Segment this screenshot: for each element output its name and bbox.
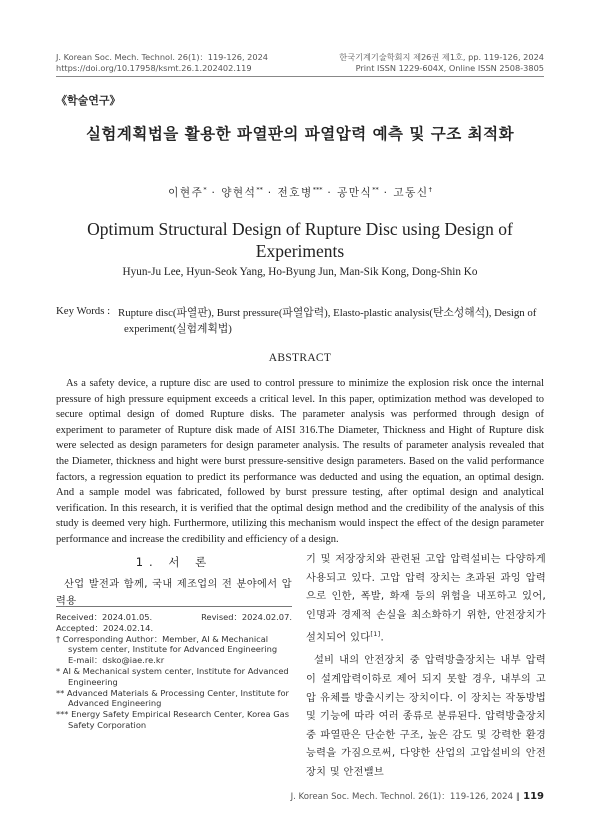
authors-english: Hyun-Ju Lee, Hyun-Seok Yang, Ho-Byung Jun, Man-Sik Kong, Dong-Shin Ko [122, 266, 478, 278]
header-divider [56, 76, 544, 77]
journal-citation-korean: 한국기계기술학회지 제26권 제1호, pp. 119-126, 2024 [339, 52, 544, 62]
keywords-label: Key Words : [56, 305, 111, 317]
body-paragraph: 설비 내의 안전장치 중 압력방출장치는 내부 압력이 설계압력이하로 제어 되지 못할 경우, 내부의 고압 유체를 방출시키는 장치이다. 이 장치는 작동방법 및 기능에 따라 여러 종류로 분류된다. 압력방출장치 중 파열판은 단순한 구조, 높은 감도 및 강력한 환경능력을 가짐으로써, 다양한 산업의 고압설비의 안전장치 및 안전밸브 [306, 655, 546, 778]
keywords-text: Rupture disc(파열판), Burst pressure(파열압력), Elasto-plastic analysis(탄소성해석), Design of experiment(실험계획법) [118, 307, 537, 335]
intro-paragraph: 산업 발전과 함께, 국내 제조업의 전 분야에서 압력용 [56, 579, 292, 607]
author-ko: 이현주 [168, 187, 204, 199]
footnote-divider [56, 606, 292, 607]
footer-citation: J. Korean Soc. Mech. Technol. 26(1)：119-126, 2024 ∥ [290, 792, 521, 802]
footnotes [56, 612, 292, 731]
author-mark: * [203, 185, 207, 194]
section-heading: 1. 서 론 [135, 555, 213, 569]
abstract-body: As a safety device, a rupture disc are used to control pressure to minimize the explosion risk once the internal pressure of high pressure equipment exceeds a critical level. In this paper, optimization method was developed to secure optimal design of domed Rupture disks. The parameter analysis was performed through design of experiment to parameter of Rupture disk made of AISI 316.The Diameter, Thickness and Hight of Rupture disk were selected as design parameters for design parameter analysis. The results of parameter analysis revealed that the Diameter, thickness and hight were burst pressure-sensitive design parameters. Based on the valid performance factors, a regression equation to predict its performance was deducted and using the equation, an optimal design. And a sample model was fabricated, followed by burst pressure testing, after optimal design and analytical verification. In this research, it is verified that the optimal design method and the credibility of the analysis of this study is deemed very high. Furthermore, utilizing this mechanism would inspect the effect of the design parameter performance and increase the credibility and efficiency of a design. [56, 378, 544, 545]
affiliation-3: *** Energy Safety Empirical Research Center, Korea Gas Safety Corporation [56, 709, 290, 730]
article-category: 《학술연구》 [56, 94, 121, 107]
author-ko: 전호병 [277, 187, 313, 199]
page-number: 119 [523, 791, 544, 802]
corresponding-author: † Corresponding Author：Member, AI & Mechanical system center, Institute for Advanced Engineering [56, 633, 278, 655]
author-ko: 양현석 [221, 187, 257, 199]
authors-korean: 이현주* · 양현석** · 전호병*** · 공만식** · 고동신† [168, 185, 432, 199]
body-text: 기 및 저장장치와 관련된 고압 압력설비는 다양하게 사용되고 있다. 고압 압력 장치는 초과된 과잉 압력으로 인한, 폭발, 화재 등의 위험을 내포하고 있어, 인명과 경제적 손실을 최소화하기 위한, 안전장치가 설치되어 있다 [306, 554, 546, 644]
body-column-right [306, 551, 546, 783]
author-mark: *** [312, 185, 323, 194]
received-date: Received：2024.01.05. [56, 612, 153, 622]
title-korean: 실험계획법을 활용한 파열판의 파열압력 예측 및 구조 최적화 [85, 125, 515, 143]
journal-citation: J. Korean Soc. Mech. Technol. 26(1)：119-126, 2024 [56, 52, 269, 62]
body-text-end: . [380, 632, 385, 644]
title-english: Optimum Structural Design of Rupture Disc using Design of Experiments [87, 219, 513, 261]
author-email[interactable]: E-mail：dsko@iae.re.kr [68, 655, 165, 666]
journal-header-right [339, 52, 544, 74]
reference-mark[interactable]: [1] [370, 630, 381, 639]
affiliation-1: * AI & Mechanical system center, Institute for Advanced Engineering [56, 665, 289, 687]
author-mark: ** [256, 185, 263, 194]
page-footer [291, 790, 544, 802]
author-ko: 공만식 [337, 187, 373, 199]
affiliation-2: ** Advanced Materials & Processing Center, Institute for Advanced Engineering [56, 687, 289, 709]
journal-header-left [56, 52, 268, 74]
author-ko: 고동신 [393, 187, 429, 199]
issn-info: Print ISSN 1229-604X, Online ISSN 2508-3805 [355, 63, 544, 73]
revised-date: Revised：2024.02.07. [201, 612, 292, 622]
accepted-date: Accepted：2024.02.14. [56, 622, 154, 633]
abstract-heading: ABSTRACT [268, 352, 332, 364]
body-paragraph [306, 551, 546, 648]
author-mark: ** [372, 185, 379, 194]
doi-link[interactable]: https://doi.org/10.17958/ksmt.26.1.202402.119 [56, 63, 252, 73]
author-mark: † [428, 185, 432, 194]
